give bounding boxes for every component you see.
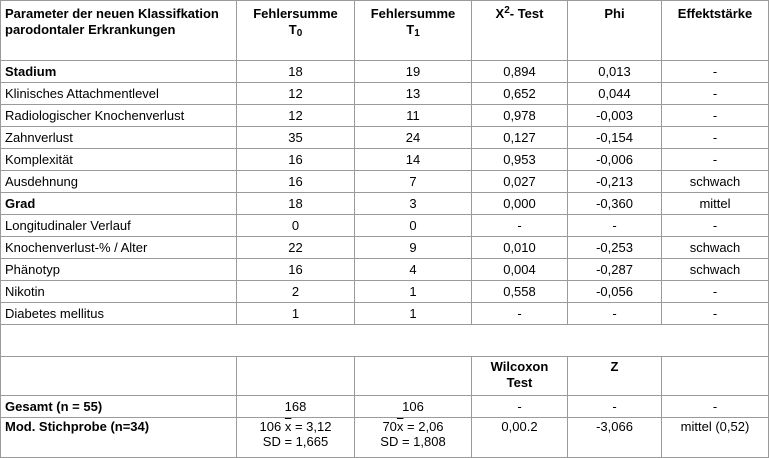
row-name: Longitudinaler Verlauf: [1, 215, 237, 237]
empty-cell: [1, 357, 237, 396]
row-t0: 35: [237, 127, 355, 149]
row-phi: -0,253: [568, 237, 662, 259]
row-effekt: -: [662, 303, 769, 325]
row-chi: 0,004: [472, 259, 568, 281]
mean-symbol: $\overline{x}$: [396, 419, 404, 434]
gesamt-effekt: -: [662, 396, 769, 418]
row-phi: -0,006: [568, 149, 662, 171]
row-chi: 0,010: [472, 237, 568, 259]
row-effekt: -: [662, 83, 769, 105]
row-chi: 0,978: [472, 105, 568, 127]
table-row: [1, 259, 769, 281]
row-effekt: -: [662, 149, 769, 171]
row-effekt: -: [662, 61, 769, 83]
mod-name: Mod. Stichprobe (n=34): [1, 418, 237, 458]
row-phi: -0,287: [568, 259, 662, 281]
table-row: [1, 171, 769, 193]
row-chi: -: [472, 215, 568, 237]
table-row: [1, 193, 769, 215]
row-t1: 14: [355, 149, 472, 171]
header-parameter: Parameter der neuen Klassifkation parodontaler Erkrankungen: [1, 1, 237, 61]
row-chi: -: [472, 303, 568, 325]
row-name: Nikotin: [1, 281, 237, 303]
table-row: [1, 215, 769, 237]
table-row: [1, 303, 769, 325]
mean-symbol: $\overline{x}$: [284, 419, 292, 434]
row-t0: 12: [237, 105, 355, 127]
table-row: [1, 237, 769, 259]
row-t1: 19: [355, 61, 472, 83]
row-t1: 7: [355, 171, 472, 193]
row-effekt: mittel: [662, 193, 769, 215]
header-fehlersumme-t0: Fehlersumme $T_0$: [237, 1, 355, 61]
row-t1: 1: [355, 303, 472, 325]
row-chi: 0,000: [472, 193, 568, 215]
row-t1: 13: [355, 83, 472, 105]
table-row: [1, 105, 769, 127]
row-t0: 16: [237, 171, 355, 193]
table-row: [1, 61, 769, 83]
mod-stichprobe-row: [1, 418, 769, 458]
gesamt-t0: 168: [237, 396, 355, 418]
row-t0: 18: [237, 193, 355, 215]
header-effektstaerke: Effektstärke: [662, 1, 769, 61]
row-name: Knochenverlust-% / Alter: [1, 237, 237, 259]
row-chi: 0,652: [472, 83, 568, 105]
empty-cell: [355, 357, 472, 396]
row-name: Zahnverlust: [1, 127, 237, 149]
mod-t0: 106 $\overline{x} = 3,12$ SD = 1,665: [237, 418, 355, 458]
header-phi: Phi: [568, 1, 662, 61]
row-effekt: schwach: [662, 171, 769, 193]
table-row: [1, 149, 769, 171]
row-effekt: -: [662, 127, 769, 149]
row-name: Komplexität: [1, 149, 237, 171]
row-phi: -: [568, 303, 662, 325]
spacer-row: [1, 325, 769, 357]
row-name: Radiologischer Knochenverlust: [1, 105, 237, 127]
gesamt-t1: 106: [355, 396, 472, 418]
row-phi: 0,013: [568, 61, 662, 83]
row-t0: 16: [237, 259, 355, 281]
row-phi: 0,044: [568, 83, 662, 105]
row-chi: 0,953: [472, 149, 568, 171]
row-t0: 22: [237, 237, 355, 259]
row-phi: -: [568, 215, 662, 237]
gesamt-phi: -: [568, 396, 662, 418]
row-chi: 0,027: [472, 171, 568, 193]
header-chi-test: $X^2-$ Test: [472, 1, 568, 61]
header-row: [1, 1, 769, 61]
table-row: [1, 83, 769, 105]
row-phi: -0,360: [568, 193, 662, 215]
row-chi: 0,558: [472, 281, 568, 303]
row-t0: 18: [237, 61, 355, 83]
row-phi: -0,213: [568, 171, 662, 193]
mod-p: 0,00.2: [472, 418, 568, 458]
wilcoxon-header-row: [1, 357, 769, 396]
gesamt-name: Gesamt (n = 55): [1, 396, 237, 418]
empty-cell: [237, 357, 355, 396]
header-fehlersumme-t1: Fehlersumme $T_1$: [355, 1, 472, 61]
spacer-cell: [1, 325, 769, 357]
row-t1: 0: [355, 215, 472, 237]
row-t0: 16: [237, 149, 355, 171]
row-name: Klinisches Attachmentlevel: [1, 83, 237, 105]
empty-cell: [662, 357, 769, 396]
row-t0: 2: [237, 281, 355, 303]
header-z: Z: [568, 357, 662, 396]
table-row: [1, 281, 769, 303]
row-effekt: schwach: [662, 259, 769, 281]
row-name: Stadium: [1, 61, 237, 83]
row-phi: -0,003: [568, 105, 662, 127]
row-t1: 3: [355, 193, 472, 215]
row-name: Grad: [1, 193, 237, 215]
row-name: Ausdehnung: [1, 171, 237, 193]
row-t1: 4: [355, 259, 472, 281]
table-row: [1, 127, 769, 149]
row-t1: 9: [355, 237, 472, 259]
mod-effekt: mittel (0,52): [662, 418, 769, 458]
row-effekt: schwach: [662, 237, 769, 259]
row-t1: 1: [355, 281, 472, 303]
row-phi: -0,056: [568, 281, 662, 303]
gesamt-chi: -: [472, 396, 568, 418]
gesamt-row: [1, 396, 769, 418]
row-effekt: -: [662, 281, 769, 303]
row-t0: 1: [237, 303, 355, 325]
row-t1: 11: [355, 105, 472, 127]
mod-t1: $70\overline{x} = 2,06$ SD = 1,808: [355, 418, 472, 458]
row-chi: 0,894: [472, 61, 568, 83]
row-chi: 0,127: [472, 127, 568, 149]
row-effekt: -: [662, 105, 769, 127]
mod-z: -3,066: [568, 418, 662, 458]
row-t0: 0: [237, 215, 355, 237]
row-name: Phänotyp: [1, 259, 237, 281]
row-phi: -0,154: [568, 127, 662, 149]
header-wilcoxon-test: Wilcoxon Test: [472, 357, 568, 396]
row-t0: 12: [237, 83, 355, 105]
row-effekt: -: [662, 215, 769, 237]
row-t1: 24: [355, 127, 472, 149]
row-name: Diabetes mellitus: [1, 303, 237, 325]
